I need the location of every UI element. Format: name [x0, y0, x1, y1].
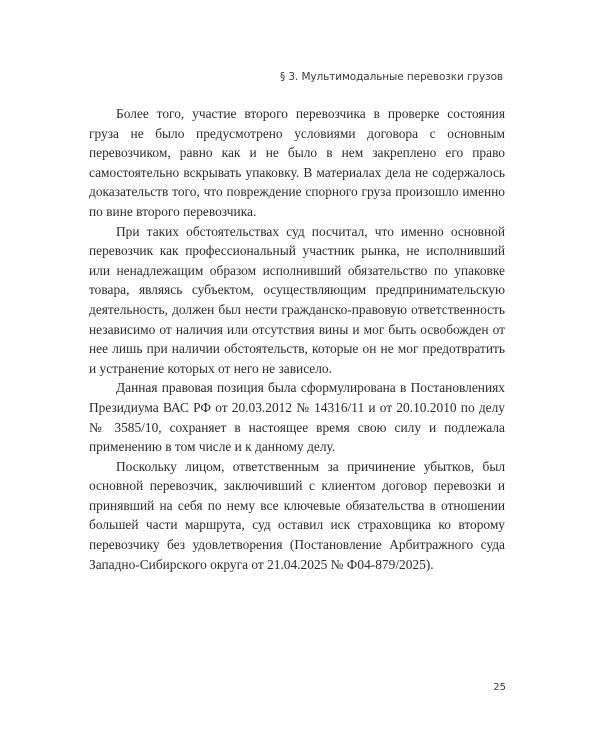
running-header: § 3. Мультимодальные перевозки грузов [280, 71, 503, 83]
page-number: 25 [493, 682, 506, 693]
paragraph: При таких обстоятельствах суд посчитал, что именно основной перевозчик как профессиональный участник рынка, не исполнивший или ненадлежащим образом исполнивший обязательство по упаковке товара, являясь субъектом, осуществляющим предпринимательскую деятельность, должен был нести гражданско-правовую ответственность независимо от наличия или отсутствия вины и мог быть освобожден от нее лишь при наличии обстоятельств, которые он не мог предотвратить и устранение которых от него не зависело. [89, 223, 505, 376]
paragraph: Поскольку лицом, ответственным за причинение убытков, был основной перевозчик, заключивший с клиентом договор перевозки и принявший на себя по нему все ключевые обязательства в отношении большей части маршрута, суд оставил иск страховщика ко второму перевозчику без удовлетворения (Постановление Арбитражного суда Западно-Сибирского округа от 21.04.2025 № Ф04-879/2025). [89, 458, 505, 572]
paragraph: Более того, участие второго перевозчика в проверке состояния груза не было предусмотрено условиями договора с основным перевозчиком, равно как и не было в нем закреплено его право самостоятельно вскрывать упаковку. В материалах дела не содержалось доказательств того, что повреждение спорного груза произошло именно по вине второго перевозчика. [89, 106, 505, 219]
paragraph: Данная правовая позиция была сформулирована в Постановлениях Президиума ВАС РФ от 20.03.2012 № 14316/11 и от 20.10.2010 по делу № 3585/10, сохраняет в настоящее время свою силу и подлежала применению в том числе и к данному делу. [89, 380, 505, 455]
body-text [89, 104, 505, 574]
